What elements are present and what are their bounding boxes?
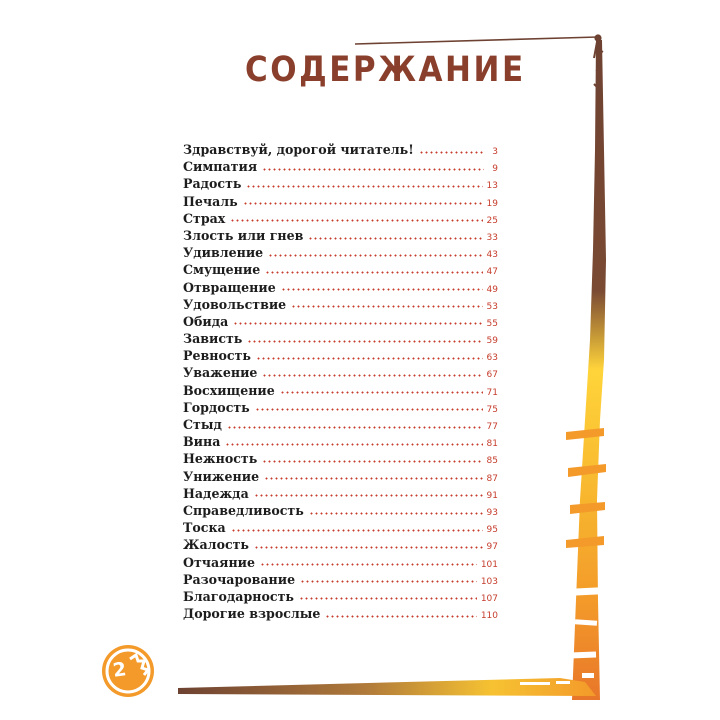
toc-entry-page: 71	[486, 387, 498, 398]
toc-entry	[183, 244, 498, 261]
toc-entry	[183, 175, 498, 192]
toc-entry	[183, 279, 498, 296]
toc-entry-label: Страх	[183, 210, 226, 226]
page-number-badge	[100, 643, 156, 699]
toc-entry	[183, 519, 498, 536]
toc-dot-leader	[247, 340, 482, 343]
right-border-wedge	[572, 40, 606, 700]
toc-entry-label: Отчаяние	[183, 554, 256, 570]
toc-entry	[183, 382, 498, 399]
toc-dot-leader	[419, 151, 484, 154]
toc-entry	[183, 502, 498, 519]
toc-entry-label: Отвращение	[183, 279, 276, 295]
toc-dot-leader	[300, 580, 477, 583]
toc-dot-leader	[262, 460, 482, 463]
toc-entry	[183, 554, 498, 571]
toc-entry-label: Унижение	[183, 468, 260, 484]
toc-entry-page: 25	[486, 215, 498, 226]
toc-dot-leader	[291, 305, 482, 308]
toc-dot-leader	[227, 426, 483, 429]
toc-dot-leader	[268, 254, 482, 257]
toc-entry	[183, 227, 498, 244]
toc-entry	[183, 364, 498, 381]
toc-entry	[183, 330, 498, 347]
toc-entry	[183, 193, 498, 210]
toc-entry-label: Восхищение	[183, 382, 275, 398]
toc-entry-page: 101	[480, 559, 498, 570]
toc-entry-label: Уважение	[183, 365, 258, 381]
toc-entry-page: 110	[480, 611, 498, 622]
page-title: СОДЕРЖАНИЕ	[245, 49, 526, 91]
toc-entry-label: Злость или гнев	[183, 227, 304, 243]
toc-entry-label: Нежность	[183, 451, 258, 467]
toc-entry-page: 13	[486, 181, 498, 192]
toc-entry-label: Надежда	[183, 485, 249, 501]
toc-dot-leader	[260, 563, 477, 566]
toc-entry	[183, 210, 498, 227]
toc-entry	[183, 450, 498, 467]
toc-entry-label: Смущение	[183, 262, 261, 278]
toc-entry-page: 9	[492, 164, 498, 175]
toc-dot-leader	[233, 322, 482, 325]
bottom-border-line	[178, 678, 596, 696]
top-border-line	[355, 37, 598, 44]
toc-entry-page: 67	[486, 370, 498, 381]
toc-entry-page: 55	[486, 318, 498, 329]
toc-entry	[183, 313, 498, 330]
toc-dot-leader	[255, 408, 483, 411]
toc-entry-page: 47	[486, 267, 498, 278]
toc-entry-page: 33	[486, 232, 498, 243]
table-of-contents	[183, 141, 498, 622]
toc-entry-label: Тоска	[183, 520, 226, 536]
page-number: 2	[111, 658, 128, 682]
toc-entry-page: 59	[486, 336, 498, 347]
toc-entry-page: 63	[486, 353, 498, 364]
toc-entry-label: Здравствуй, дорогой читатель!	[183, 142, 414, 157]
toc-entry	[183, 347, 498, 364]
toc-entry	[183, 296, 498, 313]
toc-dot-leader	[281, 288, 483, 291]
toc-entry-label: Зависть	[183, 331, 243, 347]
toc-entry-page: 107	[480, 593, 498, 604]
toc-entry-label: Обида	[183, 313, 229, 329]
toc-entry-label: Радость	[183, 176, 242, 192]
toc-entry-page: 3	[492, 147, 498, 157]
toc-entry-label: Вина	[183, 434, 221, 450]
toc-entry-label: Благодарность	[183, 588, 294, 604]
toc-entry	[183, 158, 498, 175]
toc-entry-label: Удовольствие	[183, 296, 287, 312]
toc-dot-leader	[246, 185, 482, 188]
toc-entry-page: 43	[486, 250, 498, 261]
toc-entry	[183, 141, 498, 158]
toc-dot-leader	[262, 168, 484, 171]
toc-entry	[183, 588, 498, 605]
toc-entry-label: Жалость	[183, 537, 249, 553]
toc-dot-leader	[265, 271, 482, 274]
toc-entry-page: 93	[486, 507, 498, 518]
toc-dot-leader	[254, 546, 483, 549]
toc-dot-leader	[225, 443, 482, 446]
toc-entry-label: Дорогие взрослые	[183, 606, 321, 622]
toc-entry	[183, 468, 498, 485]
toc-entry	[183, 605, 498, 622]
toc-entry-page: 103	[480, 576, 498, 587]
toc-entry	[183, 261, 498, 278]
toc-dot-leader	[256, 357, 483, 360]
toc-entry-label: Разочарование	[183, 571, 296, 587]
toc-entry-page: 91	[486, 490, 498, 501]
toc-entry-page: 77	[486, 422, 498, 432]
toc-entry	[183, 536, 498, 553]
toc-entry-label: Стыд	[183, 417, 222, 432]
toc-entry	[183, 571, 498, 588]
toc-entry-page: 53	[486, 301, 498, 312]
toc-dot-leader	[231, 529, 483, 532]
toc-entry	[183, 485, 498, 502]
toc-dot-leader	[254, 494, 483, 497]
toc-entry-page: 85	[486, 456, 498, 467]
toc-entry	[183, 416, 498, 433]
toc-dot-leader	[309, 512, 483, 515]
toc-dot-leader	[264, 477, 482, 480]
toc-entry-label: Справедливость	[183, 502, 304, 518]
toc-entry-page: 81	[486, 439, 498, 450]
toc-entry-label: Ревность	[183, 348, 251, 364]
toc-dot-leader	[325, 615, 476, 618]
toc-entry-label: Гордость	[183, 399, 250, 415]
toc-dot-leader	[230, 219, 482, 222]
toc-dot-leader	[243, 202, 483, 205]
toc-dot-leader	[262, 374, 482, 377]
toc-entry-page: 87	[486, 473, 498, 484]
toc-dot-leader	[308, 237, 482, 240]
toc-entry-page: 19	[486, 198, 498, 209]
toc-entry-label: Удивление	[183, 245, 264, 261]
toc-dot-leader	[280, 391, 483, 394]
toc-entry-page: 75	[486, 404, 498, 415]
toc-dot-leader	[299, 597, 477, 600]
toc-entry-page: 97	[486, 542, 498, 553]
toc-entry	[183, 399, 498, 416]
toc-entry-page: 95	[486, 525, 498, 536]
toc-entry-label: Печаль	[183, 193, 238, 209]
toc-entry	[183, 433, 498, 450]
toc-entry-page: 49	[486, 284, 498, 295]
toc-entry-label: Симпатия	[183, 159, 258, 175]
